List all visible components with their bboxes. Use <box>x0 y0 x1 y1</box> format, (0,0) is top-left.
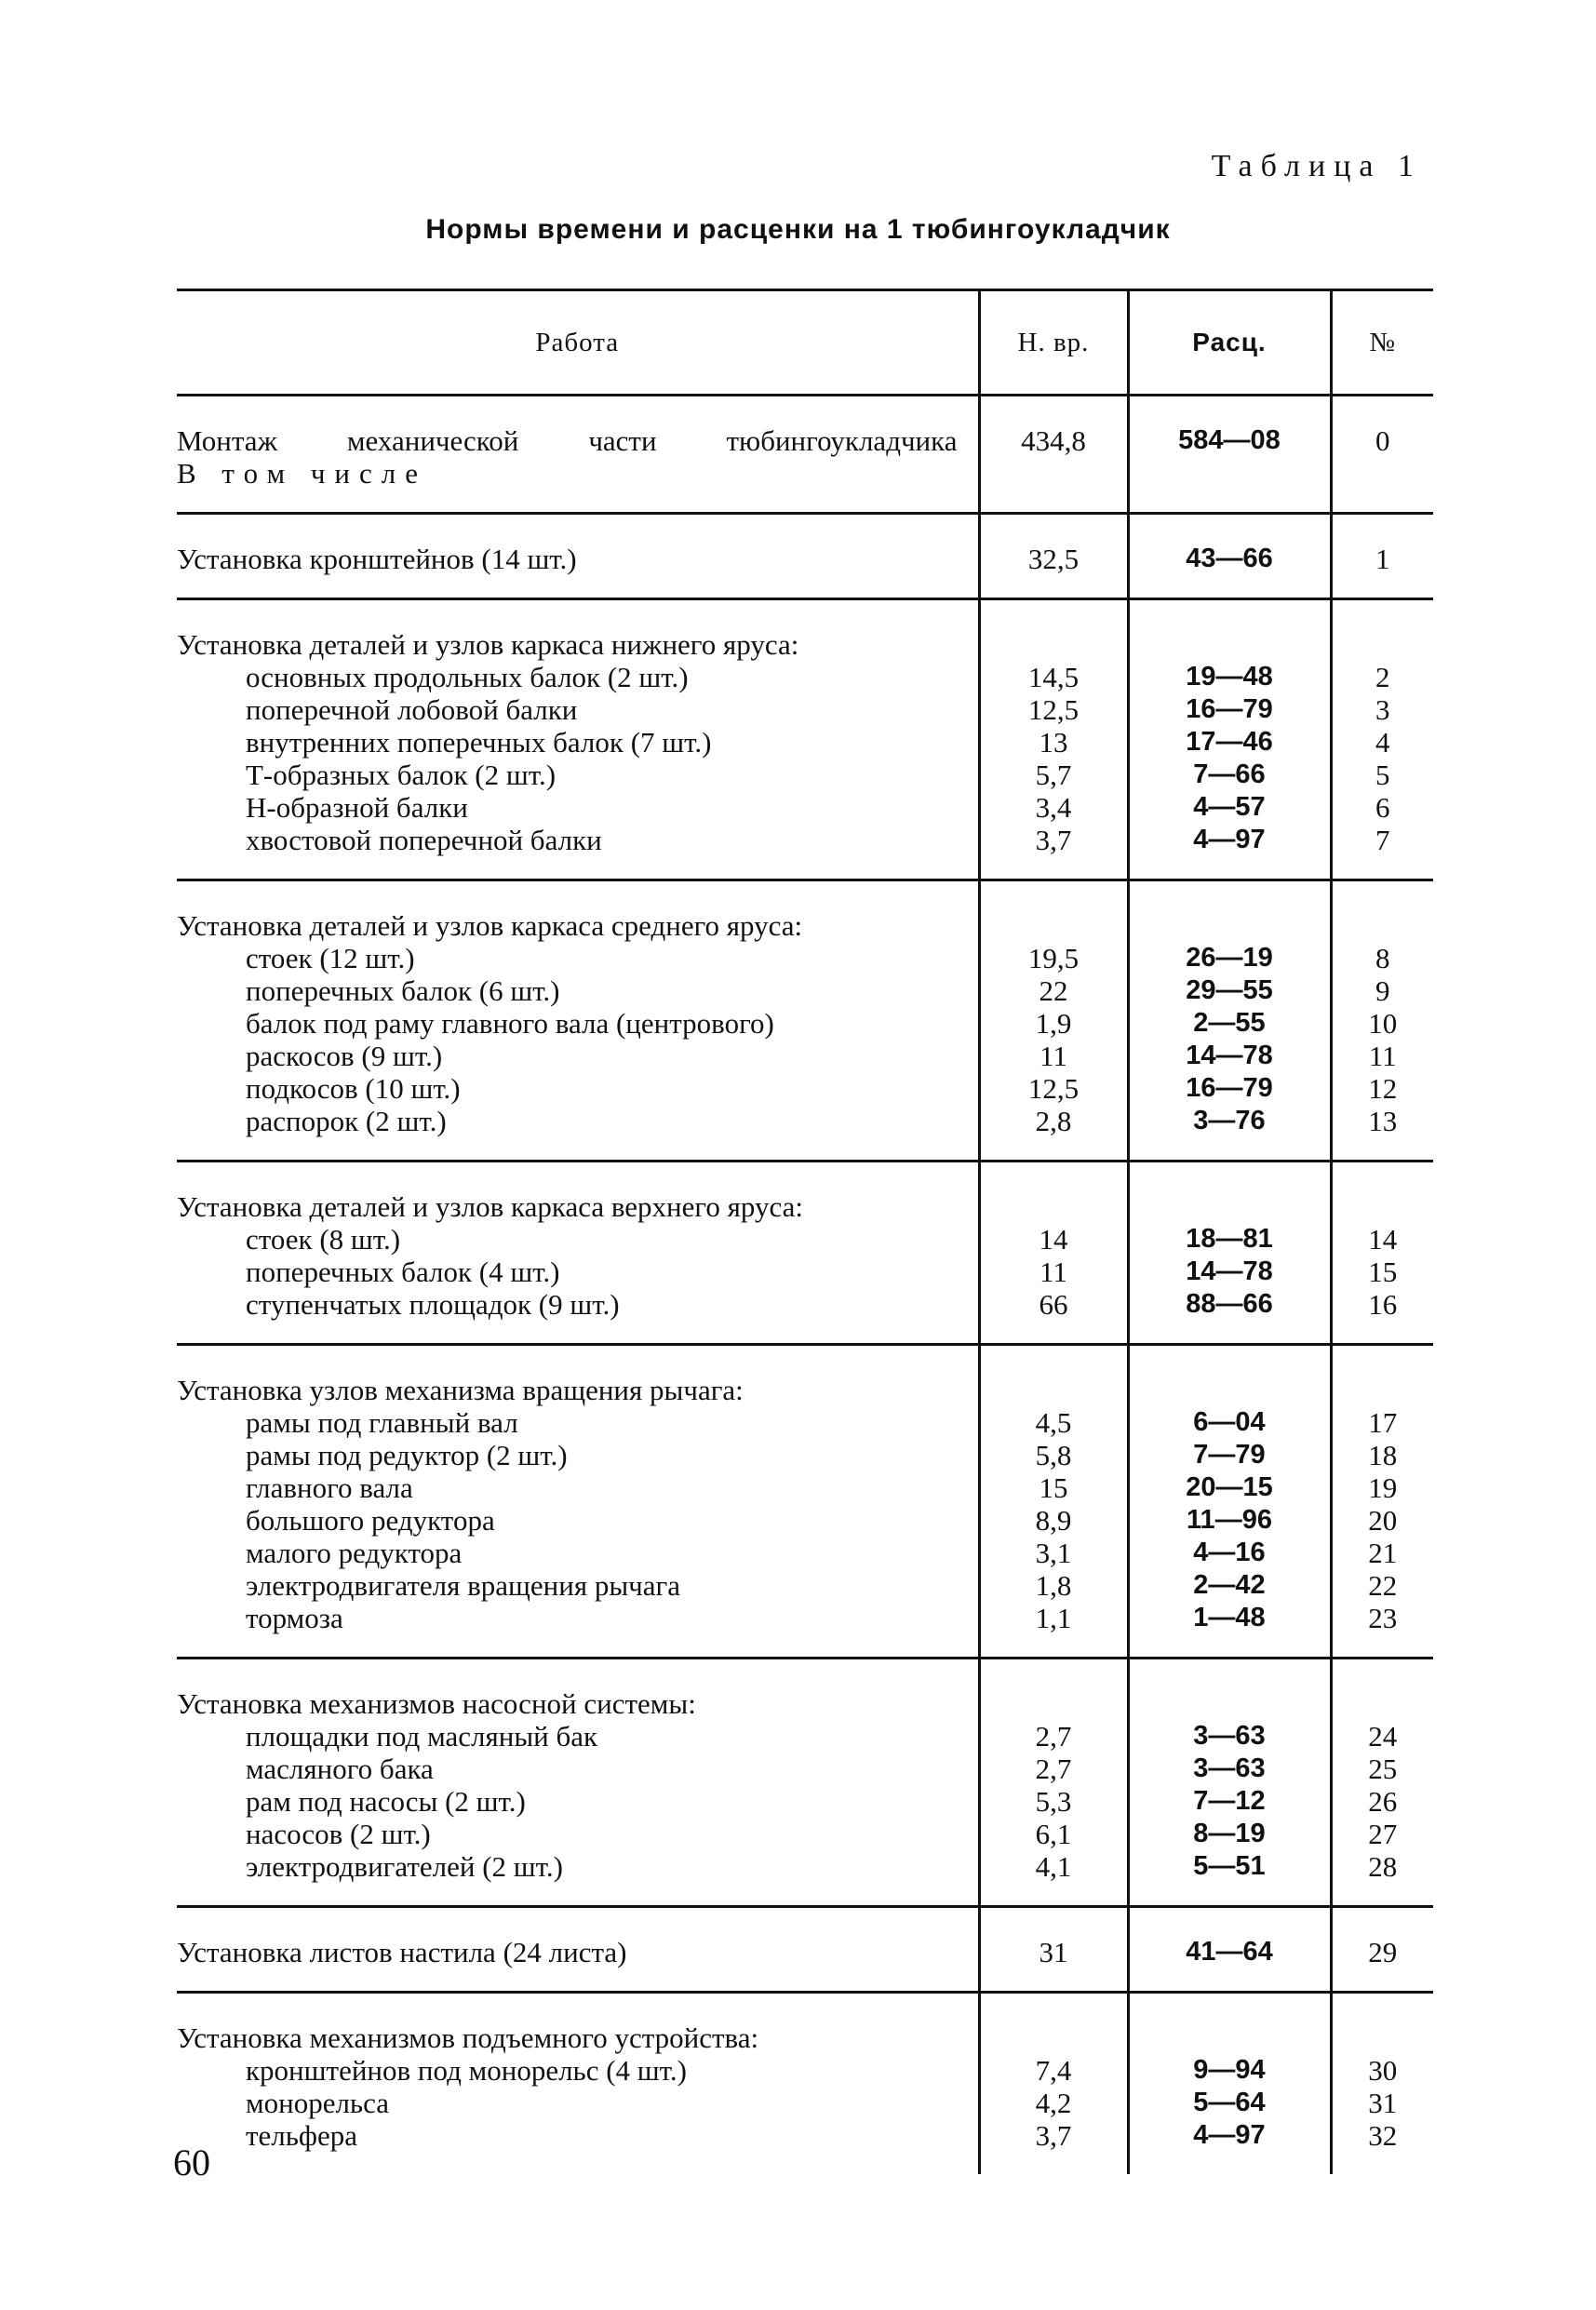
work-line: поперечной лобовой балки <box>246 693 578 726</box>
work-line: Т-образных балок (2 шт.) <box>246 759 557 791</box>
work-line: главного вала <box>246 1471 413 1504</box>
row-number: 30 <box>1368 2054 1398 2087</box>
row-number: 23 <box>1368 1602 1398 1634</box>
time-norm-value: 2,7 <box>1035 1720 1072 1753</box>
row-number: 5 <box>1375 759 1390 791</box>
rate-cell <box>1128 396 1331 514</box>
time-norm-cell <box>979 396 1128 514</box>
time-norm-value: 7,4 <box>1035 2054 1072 2087</box>
rate-value: 3—76 <box>1193 1106 1266 1135</box>
work-line: масляного бака <box>246 1753 434 1785</box>
work-cell <box>177 880 979 1162</box>
work-line: раскосов (9 шт.) <box>246 1040 443 1072</box>
work-line: рамы под редуктор (2 шт.) <box>246 1439 568 1471</box>
work-line: электродвигателей (2 шт.) <box>246 1850 563 1883</box>
time-norm-value: 14,5 <box>1027 661 1080 693</box>
work-line: поперечных балок (6 шт.) <box>246 974 560 1007</box>
rate-value: 17—46 <box>1186 727 1273 757</box>
row-number: 29 <box>1368 1936 1398 1968</box>
page-number: 60 <box>173 2142 210 2183</box>
time-norm-cell <box>979 514 1128 599</box>
rate-cell <box>1128 1162 1331 1345</box>
work-cell <box>177 1162 979 1345</box>
work-line: монорельса <box>246 2087 389 2119</box>
time-norm-cell <box>979 599 1128 880</box>
work-line: рамы под главный вал <box>246 1406 518 1439</box>
row-number: 24 <box>1368 1720 1398 1753</box>
table-row-group <box>177 1162 1433 1345</box>
row-number: 21 <box>1368 1537 1398 1569</box>
work-line: подкосов (10 шт.) <box>246 1072 461 1105</box>
number-cell <box>1331 1659 1433 1907</box>
row-number: 18 <box>1368 1439 1398 1471</box>
rate-value: 4—97 <box>1193 2120 1266 2150</box>
time-norm-cell <box>979 1345 1128 1659</box>
row-number: 12 <box>1368 1072 1398 1105</box>
rate-value: 14—78 <box>1186 1041 1273 1070</box>
rate-value: 2—55 <box>1193 1008 1266 1038</box>
rate-value <box>1131 2021 1329 2054</box>
time-norm-value: 1,9 <box>1035 1007 1072 1040</box>
time-norm-value: 434,8 <box>1021 424 1086 457</box>
work-line: тормоза <box>246 1602 343 1634</box>
work-line: Установка узлов механизма вращения рычага: <box>177 1374 744 1406</box>
rate-value: 3—63 <box>1193 1753 1266 1783</box>
row-number: 15 <box>1368 1256 1398 1288</box>
time-norm-value: 1,1 <box>1035 1602 1072 1634</box>
rate-value: 7—79 <box>1193 1440 1266 1470</box>
work-line: насосов (2 шт.) <box>246 1818 431 1850</box>
work-line: Установка механизмов насосной системы: <box>177 1687 696 1720</box>
number-cell <box>1331 1345 1433 1659</box>
rate-value: 29—55 <box>1186 975 1273 1005</box>
work-word: части <box>588 424 657 457</box>
work-word: тюбингоукладчика <box>726 424 958 457</box>
rate-value: 16—79 <box>1186 694 1273 724</box>
time-norm-cell <box>979 1907 1128 1993</box>
table-title: Нормы времени и расценки на 1 тюбингоукладчик <box>425 214 1171 245</box>
rate-value: 584—08 <box>1178 425 1281 455</box>
rate-value: 7—66 <box>1193 759 1266 789</box>
work-line: В том числе <box>177 457 428 490</box>
work-line: внутренних поперечных балок (7 шт.) <box>246 726 712 759</box>
row-number <box>1334 1687 1433 1720</box>
time-norm-value: 22 <box>1039 974 1068 1007</box>
number-cell <box>1331 1907 1433 1993</box>
rate-value: 20—15 <box>1186 1472 1273 1502</box>
work-word: Монтаж <box>177 424 277 457</box>
work-line: электродвигателя вращения рычага <box>246 1569 680 1602</box>
rate-cell <box>1128 1659 1331 1907</box>
time-norm-value: 19,5 <box>1027 942 1080 974</box>
time-norm-value: 3,7 <box>1035 824 1072 856</box>
work-line: балок под раму главного вала (центрового) <box>246 1007 774 1040</box>
time-norm-value: 5,8 <box>1035 1439 1072 1471</box>
rate-value: 2—42 <box>1193 1570 1266 1600</box>
time-norm-value: 11 <box>1039 1256 1067 1288</box>
time-norm-value: 12,5 <box>1027 693 1080 726</box>
row-number: 25 <box>1368 1753 1398 1785</box>
time-norm-value: 13 <box>1039 726 1068 759</box>
column-header-time-norm: Н. вр. <box>979 290 1128 396</box>
time-norm-value: 3,4 <box>1035 791 1072 824</box>
table-row-group <box>177 599 1433 880</box>
rate-value <box>1131 457 1329 490</box>
rate-value: 7—12 <box>1193 1786 1266 1816</box>
row-number: 27 <box>1368 1818 1398 1850</box>
rate-value: 9—94 <box>1193 2055 1266 2085</box>
rate-cell <box>1128 880 1331 1162</box>
work-line: стоек (8 шт.) <box>246 1223 401 1256</box>
table-label: Таблица 1 <box>1211 149 1422 183</box>
row-number: 32 <box>1368 2119 1398 2152</box>
column-header-number: № <box>1331 290 1433 396</box>
number-cell <box>1331 599 1433 880</box>
rate-value: 6—04 <box>1193 1407 1266 1437</box>
rate-value <box>1131 1190 1329 1223</box>
work-cell <box>177 396 979 514</box>
work-line: рам под насосы (2 шт.) <box>246 1785 526 1818</box>
work-line: ступенчатых площадок (9 шт.) <box>246 1288 620 1321</box>
time-norm-value: 1,8 <box>1035 1569 1072 1602</box>
rate-value: 4—57 <box>1193 792 1266 822</box>
row-number: 31 <box>1368 2087 1398 2119</box>
rate-value: 26—19 <box>1186 943 1273 973</box>
table-row-group <box>177 396 1433 514</box>
row-number: 14 <box>1368 1223 1398 1256</box>
table-row-group <box>177 880 1433 1162</box>
rate-value <box>1131 628 1329 661</box>
column-header-rate: Расц. <box>1128 290 1331 396</box>
time-norm-value <box>982 1190 1126 1223</box>
column-header-work: Работа <box>535 327 620 357</box>
time-norm-value: 66 <box>1039 1288 1068 1321</box>
time-norm-value: 8,9 <box>1035 1504 1072 1537</box>
work-line: основных продольных балок (2 шт.) <box>246 661 689 693</box>
table-row-group <box>177 1907 1433 1993</box>
work-line: Н-образной балки <box>246 791 468 824</box>
time-norm-value <box>982 628 1126 661</box>
rate-value: 41—64 <box>1186 1937 1273 1967</box>
time-norm-value <box>982 457 1126 490</box>
time-norm-value: 4,5 <box>1035 1406 1072 1439</box>
row-number: 4 <box>1375 726 1390 759</box>
table-row-group <box>177 1993 1433 2175</box>
row-number: 26 <box>1368 1785 1398 1818</box>
work-line: тельфера <box>246 2119 358 2152</box>
work-line: стоек (12 шт.) <box>246 942 415 974</box>
time-norm-value: 15 <box>1039 1471 1068 1504</box>
row-number: 19 <box>1368 1471 1398 1504</box>
rate-value: 18—81 <box>1186 1224 1273 1254</box>
rate-value <box>1131 1687 1329 1720</box>
work-line: Установка кронштейнов (14 шт.) <box>177 543 577 575</box>
rate-value: 4—16 <box>1193 1538 1266 1567</box>
table-row-group <box>177 1345 1433 1659</box>
number-cell <box>1331 1993 1433 2175</box>
time-norm-value: 11 <box>1039 1040 1067 1072</box>
table-header-row <box>177 290 1433 396</box>
time-norm-value <box>982 1687 1126 1720</box>
time-norm-cell <box>979 1162 1128 1345</box>
row-number: 9 <box>1375 974 1390 1007</box>
work-line: площадки под масляный бак <box>246 1720 598 1753</box>
work-cell <box>177 1907 979 1993</box>
time-norm-value <box>982 1374 1126 1406</box>
time-norm-cell <box>979 880 1128 1162</box>
work-line: Установка деталей и узлов каркаса нижнего яруса: <box>177 628 799 661</box>
time-norm-value: 31 <box>1039 1936 1068 1968</box>
work-line: кронштейнов под монорельс (4 шт.) <box>246 2054 687 2087</box>
number-cell <box>1331 880 1433 1162</box>
work-cell <box>177 514 979 599</box>
number-cell <box>1331 396 1433 514</box>
row-number: 7 <box>1375 824 1390 856</box>
time-norm-value: 3,7 <box>1035 2119 1072 2152</box>
row-number: 1 <box>1375 543 1390 575</box>
work-line: поперечных балок (4 шт.) <box>246 1256 560 1288</box>
time-norm-value: 14 <box>1039 1223 1068 1256</box>
row-number: 20 <box>1368 1504 1398 1537</box>
row-number <box>1334 2021 1433 2054</box>
time-norm-value <box>982 2021 1126 2054</box>
time-norm-value: 5,3 <box>1035 1785 1072 1818</box>
rate-value: 1—48 <box>1193 1603 1266 1632</box>
time-norm-value: 6,1 <box>1035 1818 1072 1850</box>
row-number: 8 <box>1375 942 1390 974</box>
rate-value: 5—51 <box>1193 1851 1266 1881</box>
rate-value: 11—96 <box>1187 1505 1272 1535</box>
rate-value: 3—63 <box>1193 1721 1266 1751</box>
rate-value: 8—19 <box>1193 1819 1266 1848</box>
work-line: Установка листов настила (24 листа) <box>177 1936 627 1968</box>
rate-value: 4—97 <box>1193 825 1266 854</box>
norms-table <box>177 289 1433 2174</box>
number-cell <box>1331 514 1433 599</box>
row-number: 22 <box>1368 1569 1398 1602</box>
work-cell <box>177 1993 979 2175</box>
number-cell <box>1331 1162 1433 1345</box>
work-word: механической <box>346 424 519 457</box>
rate-value: 19—48 <box>1186 662 1273 692</box>
rate-cell <box>1128 1993 1331 2175</box>
work-cell <box>177 1659 979 1907</box>
row-number <box>1334 909 1433 942</box>
rate-value: 14—78 <box>1186 1256 1273 1286</box>
time-norm-cell <box>979 1659 1128 1907</box>
row-number: 16 <box>1368 1288 1398 1321</box>
row-number: 11 <box>1368 1040 1397 1072</box>
work-line: малого редуктора <box>246 1537 463 1569</box>
row-number: 6 <box>1375 791 1390 824</box>
rate-cell <box>1128 599 1331 880</box>
work-line: большого редуктора <box>246 1504 495 1537</box>
work-line <box>177 424 958 457</box>
time-norm-value: 12,5 <box>1027 1072 1080 1105</box>
time-norm-value: 2,8 <box>1035 1105 1072 1137</box>
row-number <box>1334 457 1433 490</box>
table-row-group <box>177 514 1433 599</box>
row-number <box>1334 628 1433 661</box>
rate-value: 43—66 <box>1186 544 1273 573</box>
row-number: 0 <box>1375 424 1390 457</box>
work-cell <box>177 599 979 880</box>
work-line: Установка деталей и узлов каркаса среднего яруса: <box>177 909 803 942</box>
rate-cell <box>1128 1907 1331 1993</box>
row-number: 2 <box>1375 661 1390 693</box>
row-number <box>1334 1374 1433 1406</box>
rate-value: 5—64 <box>1193 2088 1266 2117</box>
row-number: 17 <box>1368 1406 1398 1439</box>
work-cell <box>177 1345 979 1659</box>
time-norm-value: 2,7 <box>1035 1753 1072 1785</box>
row-number: 28 <box>1368 1850 1398 1883</box>
work-line: распорок (2 шт.) <box>246 1105 447 1137</box>
rate-value: 16—79 <box>1186 1073 1273 1103</box>
time-norm-cell <box>979 1993 1128 2175</box>
row-number: 13 <box>1368 1105 1398 1137</box>
row-number: 3 <box>1375 693 1390 726</box>
rate-value <box>1131 1374 1329 1406</box>
rate-value: 88—66 <box>1186 1289 1273 1319</box>
time-norm-value: 32,5 <box>1027 543 1080 575</box>
time-norm-value <box>982 909 1126 942</box>
work-line: Установка деталей и узлов каркаса верхнего яруса: <box>177 1190 803 1223</box>
table-body <box>177 396 1433 2175</box>
work-line: Установка механизмов подъемного устройства: <box>177 2021 759 2054</box>
time-norm-value: 3,1 <box>1035 1537 1072 1569</box>
time-norm-value: 4,1 <box>1035 1850 1072 1883</box>
row-number <box>1334 1190 1433 1223</box>
time-norm-value: 4,2 <box>1035 2087 1072 2119</box>
rate-cell <box>1128 1345 1331 1659</box>
row-number: 10 <box>1368 1007 1398 1040</box>
work-line: хвостовой поперечной балки <box>246 824 602 856</box>
time-norm-value: 5,7 <box>1035 759 1072 791</box>
rate-value <box>1131 909 1329 942</box>
table-row-group <box>177 1659 1433 1907</box>
rate-cell <box>1128 514 1331 599</box>
